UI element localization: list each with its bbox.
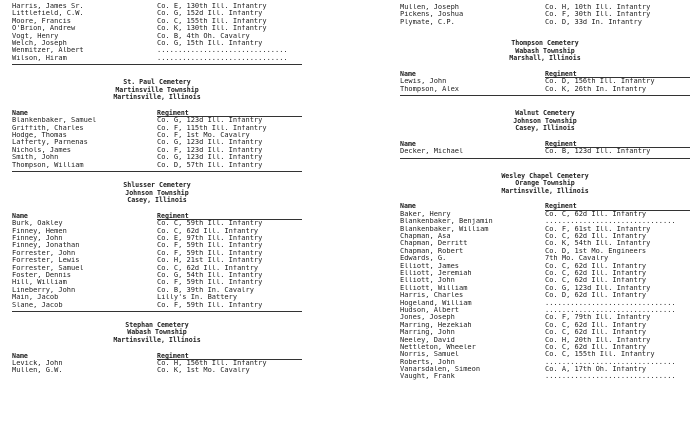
cemetery-township: Orange Township: [515, 179, 575, 188]
cemetery-section: [12, 182, 324, 312]
column-headers: [12, 213, 302, 220]
regiment: Co. C, 62d Ill. Infantry: [545, 343, 647, 351]
regiment: Co. C, 62d Ill. Infantry: [545, 321, 647, 329]
soldier-name: Marring, John: [400, 329, 455, 337]
roster-row: [12, 220, 324, 227]
cemetery-place: Martinsville, Illinois: [501, 186, 589, 195]
roster-row: [12, 242, 324, 249]
roster-row: [12, 279, 324, 286]
soldier-name: Decker, Michael: [400, 148, 464, 156]
column-headers: [12, 110, 302, 117]
regiment: Co. F, 123d Ill. Infantry: [157, 146, 263, 154]
regiment: Co. G, 123d Ill. Infantry: [157, 117, 263, 125]
cemetery-township: Johnson Township: [513, 116, 577, 125]
soldier-name: Chapman, Asa: [400, 233, 451, 241]
roster-row: [400, 373, 698, 380]
cemetery-title: Thompson Cemetery: [511, 39, 579, 48]
cemetery-section: [12, 79, 324, 172]
regiment: Co. E, 97th Ill. Infantry: [157, 234, 263, 242]
soldier-name: Marring, Hezekiah: [400, 321, 472, 329]
roster-row: [12, 228, 324, 235]
roster-row: [400, 307, 698, 314]
roster-row: [400, 351, 698, 358]
roster-row: [12, 154, 324, 161]
name-header: Name: [400, 69, 416, 78]
cemetery-township: Wabash Township: [127, 328, 187, 337]
soldier-name: Harris, Charles: [400, 292, 464, 300]
regiment: Co. F, 59th Ill. Infantry: [157, 249, 263, 257]
regiment: Co. G, 152d Ill. Infantry: [157, 10, 263, 18]
column-headers: [12, 353, 302, 360]
roster-row: [12, 3, 324, 10]
name-header: Name: [12, 351, 28, 360]
cemetery-place: Martinsville, Illinois: [113, 336, 201, 345]
roster-row: [12, 55, 324, 62]
soldier-name: Thompson, Alex: [400, 85, 460, 93]
cemetery-section: [400, 110, 698, 159]
regiment: Co. C, 62d Ill. Infantry: [545, 210, 647, 218]
soldier-name: Forrester, John: [12, 249, 76, 257]
regiment: ...............................: [545, 299, 676, 307]
soldier-name: Jones, Joseph: [400, 314, 455, 322]
regiment: Co. C, 62d Ill. Infantry: [545, 277, 647, 285]
roster-row: [400, 4, 698, 11]
regiment: ...............................: [545, 373, 676, 381]
roster-row: [12, 117, 324, 124]
soldier-name: Mullen, G.W.: [12, 367, 63, 375]
cemetery-section: [400, 173, 698, 381]
roster-row: [400, 86, 698, 93]
soldier-name: Chapman, Robert: [400, 247, 464, 255]
regiment: Co. B, 39th In. Cavalry: [157, 286, 254, 294]
regiment: Co. H, 20th Ill. Infantry: [545, 336, 651, 344]
roster-row: [12, 162, 324, 169]
soldier-name: Elliott, John: [400, 277, 455, 285]
regiment: ...............................: [157, 54, 288, 62]
roster-row: [400, 344, 698, 351]
roster-row: [12, 287, 324, 294]
soldier-name: Hudson, Albert: [400, 306, 460, 314]
regiment: Co. A, 17th Oh. Infantry: [545, 366, 647, 374]
roster-row: [400, 11, 698, 18]
soldier-name: Baker, Henry: [400, 210, 451, 218]
roster-row: [12, 40, 324, 47]
soldier-name: Blankenbaker, William: [400, 225, 489, 233]
roster-row: [400, 366, 698, 373]
roster-row: [400, 285, 698, 292]
soldier-name: Forrester, Samuel: [12, 264, 84, 272]
name-header: Name: [400, 202, 416, 211]
roster-row: [400, 255, 698, 262]
column-headers: [400, 141, 690, 148]
regiment: Co. F, 79th Ill. Infantry: [545, 314, 651, 322]
soldier-name: Elliott, William: [400, 284, 468, 292]
regiment: ...............................: [545, 306, 676, 314]
regiment: Co. C, 62d Ill. Infantry: [157, 227, 259, 235]
soldier-name: Forrester, Lewis: [12, 257, 80, 265]
roster-row: [400, 359, 698, 366]
soldier-name: Mullen, Joseph: [400, 4, 460, 11]
roster-row: [400, 329, 698, 336]
roster-row: [12, 250, 324, 257]
regiment-header: Regiment: [157, 110, 302, 117]
roster-row: [12, 265, 324, 272]
roster-row: [12, 18, 324, 25]
soldier-name: Lewis, John: [400, 78, 447, 86]
regiment: Co. G, 123d Ill. Infantry: [157, 154, 263, 162]
regiment: Co. B, 4th Oh. Cavalry: [157, 32, 250, 40]
cemetery-title: Wesley Chapel Cemetery: [501, 171, 589, 180]
soldier-name: Welch, Joseph: [12, 39, 67, 47]
roster-row: [400, 270, 698, 277]
regiment: Co. C, 155th Ill. Infantry: [157, 17, 267, 25]
regiment: 7th Mo. Cavalry: [545, 255, 609, 263]
regiment: Co. C, 59th Ill. Infantry: [157, 220, 263, 228]
name-header: Name: [12, 211, 28, 220]
roster-row: [400, 322, 698, 329]
name-header: Name: [400, 139, 416, 148]
soldier-name: Nettleton, Wheeler: [400, 343, 476, 351]
soldier-name: Slane, Jacob: [12, 301, 63, 309]
soldier-name: Hill, William: [12, 279, 67, 287]
regiment: Co. D, 62d Ill. Infantry: [545, 292, 647, 300]
soldier-name: Vanarsdalen, Simeon: [400, 366, 481, 374]
roster-row: [400, 300, 698, 307]
regiment: Co. C, 62d Ill. Infantry: [545, 233, 647, 241]
soldier-name: Elliott, Jeremiah: [400, 269, 472, 277]
regiment: Co. F, 30th Ill. Infantry: [545, 11, 651, 19]
roster-row: [12, 257, 324, 264]
roster-row: [12, 47, 324, 54]
roster-row: [400, 19, 698, 26]
regiment: Co. H, 156th Ill. Infantry: [157, 360, 267, 368]
roster-row: [400, 337, 698, 344]
soldier-name: Moore, Francis: [12, 17, 72, 25]
cemetery-section: [400, 40, 698, 96]
soldier-name: O'Brion, Andrew: [12, 25, 76, 33]
regiment: Co. C, 62d Ill. Infantry: [545, 262, 647, 270]
top-roster: [400, 4, 698, 26]
roster-row: [12, 294, 324, 301]
roster-row: [12, 272, 324, 279]
regiment: Co. K, 26th In. Infantry: [545, 85, 647, 93]
cemetery-place: Marshall, Illinois: [509, 54, 581, 63]
cemetery-section: [12, 322, 324, 375]
regiment: Co. K, 54th Ill. Infantry: [545, 240, 651, 248]
roster-row: [400, 277, 698, 284]
roster-row: [400, 292, 698, 299]
soldier-name: Blankenbaker, Benjamin: [400, 218, 493, 226]
roster-row: [12, 132, 324, 139]
regiment: Co. D, 1st Mo. Engineers: [545, 247, 647, 255]
soldier-name: Hodge, Thomas: [12, 132, 67, 140]
regiment: Co. C, 62d Ill. Infantry: [545, 329, 647, 337]
soldier-name: Littlefield, C.W.: [12, 10, 84, 18]
roster-row: [400, 314, 698, 321]
regiment-header: Regiment: [157, 213, 302, 220]
cemetery-title: St. Paul Cemetery: [123, 78, 191, 87]
regiment: Co. K, 130th Ill. Infantry: [157, 25, 267, 33]
cemetery-title: Walnut Cemetery: [515, 109, 575, 118]
roster-row: [400, 218, 698, 225]
regiment: Co. F, 61st Ill. Infantry: [545, 225, 651, 233]
regiment: Co. G, 123d Ill. Infantry: [545, 284, 651, 292]
soldier-name: Wenmitzer, Albert: [12, 47, 84, 55]
regiment: Lilly's In. Battery: [157, 294, 238, 302]
soldier-name: Lineberry, John: [12, 286, 76, 294]
soldier-name: Finney, Hemen: [12, 227, 67, 235]
regiment: Co. G, 15th Ill. Infantry: [157, 39, 263, 47]
cemetery-township: Wabash Township: [515, 46, 575, 55]
regiment: Co. D, 33d In. Infantry: [545, 18, 642, 26]
soldier-name: Burk, Oakley: [12, 220, 63, 228]
roster-row: [12, 360, 324, 367]
cemetery-place: Martinsville, Illinois: [113, 93, 201, 102]
cemetery-place: Casey, Illinois: [515, 124, 575, 133]
left-column: [12, 3, 324, 375]
soldier-name: Finney, John: [12, 234, 63, 242]
regiment-header: Regiment: [545, 141, 690, 148]
roster-row: [12, 302, 324, 309]
column-headers: [400, 203, 690, 210]
roster-row: [12, 10, 324, 17]
soldier-name: Chapman, Derritt: [400, 240, 468, 248]
top-roster: [12, 3, 324, 65]
roster-row: [12, 125, 324, 132]
regiment-header: Regiment: [545, 203, 690, 210]
regiment: Co. C, 62d Ill. Infantry: [545, 269, 647, 277]
regiment: Co. B, 123d Ill. Infantry: [545, 148, 651, 156]
regiment: Co. D, 156th Ill. Infantry: [545, 78, 655, 86]
right-column: [400, 4, 698, 381]
regiment: Co. D, 57th Ill. Infantry: [157, 161, 263, 169]
soldier-name: Finney, Jonathan: [12, 242, 80, 250]
regiment: Co. G, 123d Ill. Infantry: [157, 139, 263, 147]
cemetery-place: Casey, Illinois: [127, 196, 187, 205]
soldier-name: Pickens, Joshua: [400, 11, 464, 19]
regiment: Co. F, 1st Mo. Cavalry: [157, 132, 250, 140]
soldier-name: Roberts, John: [400, 358, 455, 366]
roster-row: [12, 235, 324, 242]
roster-row: [400, 226, 698, 233]
soldier-name: Nichols, James: [12, 146, 72, 154]
roster-row: [12, 25, 324, 32]
regiment-header: Regiment: [157, 353, 302, 360]
roster-row: [12, 367, 324, 374]
soldier-name: Thompson, William: [12, 161, 84, 169]
roster-row: [400, 148, 698, 155]
roster-row: [400, 248, 698, 255]
roster-row: [400, 233, 698, 240]
regiment: Co. H, 10th Ill. Infantry: [545, 4, 651, 11]
soldier-name: Edwards, G.: [400, 255, 447, 263]
regiment: Co. F, 59th Ill. Infantry: [157, 279, 263, 287]
regiment: Co. K, 1st Mo. Cavalry: [157, 367, 250, 375]
soldier-name: Elliott, James: [400, 262, 460, 270]
soldier-name: Vogt, Henry: [12, 32, 59, 40]
cemetery-township: Martinsville Township: [115, 85, 199, 94]
regiment: Co. F, 115th Ill. Infantry: [157, 124, 267, 132]
roster-row: [12, 147, 324, 154]
roster-row: [400, 263, 698, 270]
regiment: Co. C, 155th Ill. Infantry: [545, 351, 655, 359]
cemetery-township: Johnson Township: [125, 188, 189, 197]
regiment: Co. H, 21st Ill. Infantry: [157, 257, 263, 265]
roster-row: [12, 33, 324, 40]
regiment: ...............................: [545, 218, 676, 226]
soldier-name: Plymate, C.P.: [400, 18, 455, 26]
cemetery-title: Stephan Cemetery: [125, 320, 189, 329]
roster-row: [400, 211, 698, 218]
soldier-name: Foster, Dennis: [12, 271, 72, 279]
soldier-name: Harris, James Sr.: [12, 3, 84, 10]
regiment: Co. F, 59th Ill. Infantry: [157, 242, 263, 250]
soldier-name: Lafferty, Parnenas: [12, 139, 88, 147]
regiment: Co. E, 130th Ill. Infantry: [157, 3, 267, 10]
cemetery-title: Shlusser Cemetery: [123, 181, 191, 190]
soldier-name: Levick, John: [12, 360, 63, 368]
regiment: ...............................: [545, 358, 676, 366]
soldier-name: Neeley, David: [400, 336, 455, 344]
roster-row: [400, 78, 698, 85]
soldier-name: Main, Jacob: [12, 294, 59, 302]
regiment-header: Regiment: [545, 71, 690, 78]
soldier-name: Hogeland, William: [400, 299, 472, 307]
soldier-name: Smith, John: [12, 154, 59, 162]
soldier-name: Wilson, Hiram: [12, 54, 67, 62]
roster-row: [12, 139, 324, 146]
soldier-name: Blankenbaker, Samuel: [12, 117, 97, 125]
soldier-name: Vaught, Frank: [400, 373, 455, 381]
roster-row: [400, 240, 698, 247]
regiment: ...............................: [157, 47, 288, 55]
soldier-name: Norris, Samuel: [400, 351, 460, 359]
soldier-name: Griffith, Charles: [12, 124, 84, 132]
regiment: Co. C, 62d Ill. Infantry: [157, 264, 259, 272]
regiment: Co. G, 54th Ill. Infantry: [157, 271, 263, 279]
regiment: Co. F, 59th Ill. Infantry: [157, 301, 263, 309]
column-headers: [400, 71, 690, 78]
name-header: Name: [12, 108, 28, 117]
